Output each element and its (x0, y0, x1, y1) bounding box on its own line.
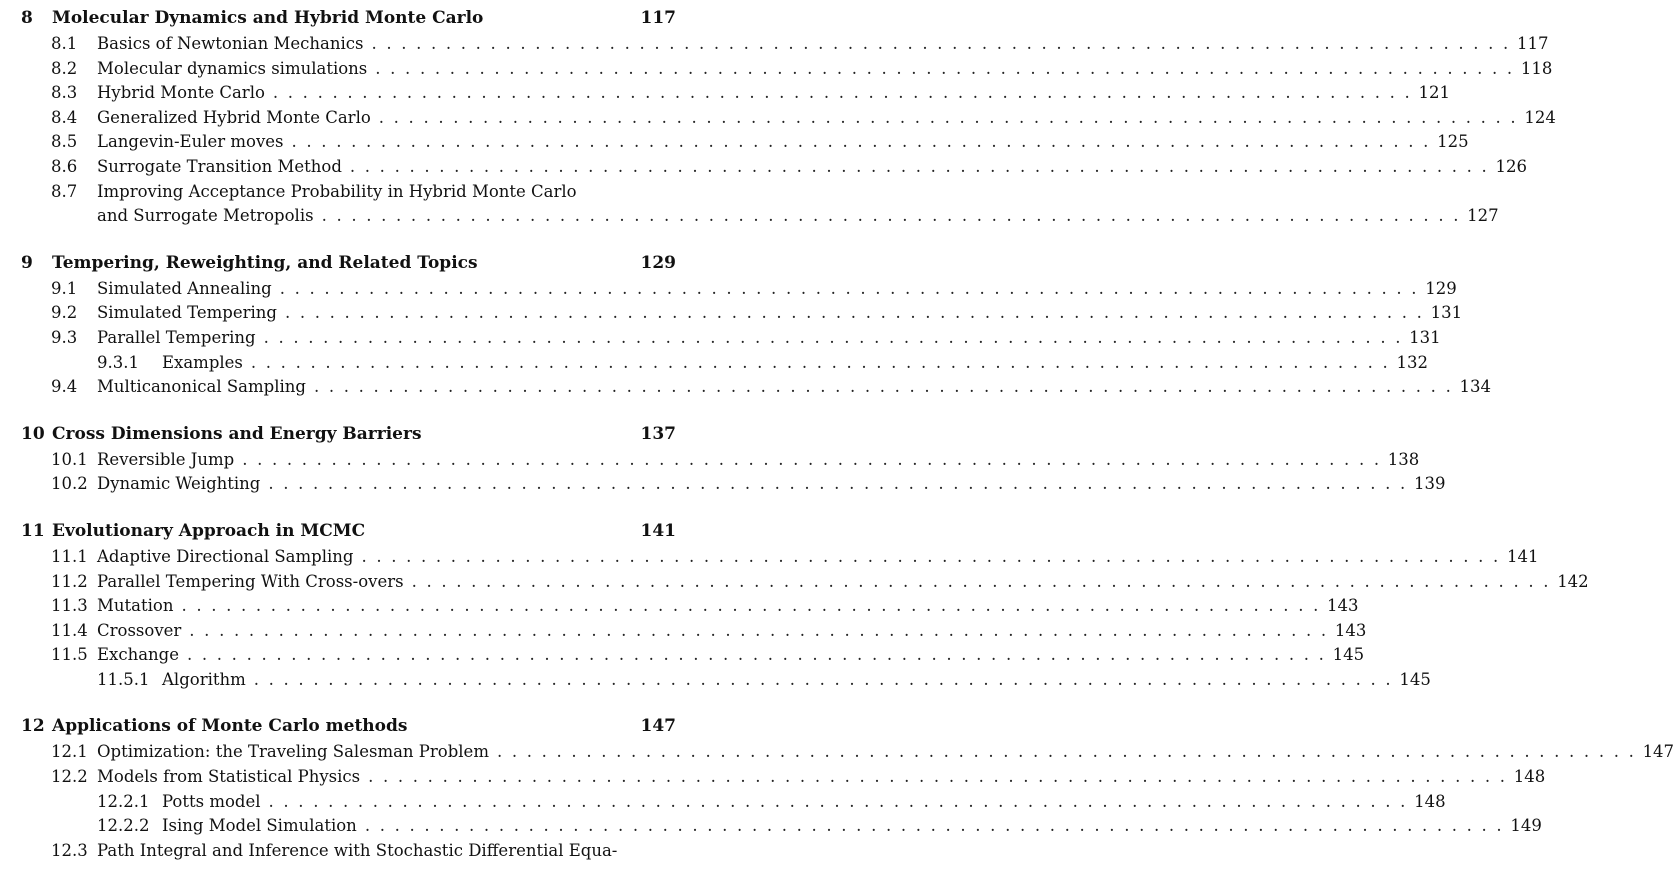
section-page-number: 124 (1524, 107, 1556, 127)
section-title: Surrogate Transition Method (97, 156, 342, 176)
section-number: 11.1 (51, 546, 88, 566)
section-number: 8.2 (51, 58, 78, 78)
dot-leader (268, 472, 1407, 497)
toc-entry[interactable] (21, 130, 1469, 155)
section-number: 12.1 (51, 742, 88, 762)
toc-entry[interactable] (21, 180, 676, 205)
section-number: 9.1 (51, 278, 78, 298)
section-number: 8.6 (51, 156, 78, 176)
dot-leader (242, 448, 1381, 473)
section-page-number: 125 (1437, 132, 1469, 152)
dot-leader (361, 545, 1500, 570)
section-title: Parallel Tempering (97, 327, 256, 347)
dot-leader (285, 301, 1424, 326)
chapter-number: 10 (21, 423, 45, 444)
section-number: 11.5 (51, 645, 88, 665)
chapter-heading[interactable] (21, 420, 676, 448)
section-number: 9.4 (51, 377, 78, 397)
toc-entry[interactable] (21, 277, 1457, 302)
chapter-page-number: 147 (640, 716, 676, 737)
table-of-contents (21, 4, 1674, 883)
chapter-title: Applications of Monte Carlo methods (52, 716, 408, 737)
section-number: 10.2 (51, 474, 88, 494)
chapter-number: 9 (21, 252, 33, 273)
section-number: 9.3 (51, 327, 78, 347)
section-title: Models from Statistical Physics (97, 767, 361, 787)
section-page-number: 138 (1387, 449, 1420, 469)
section-title: Path Integral and Inference with Stochastic Differential Equa- (97, 840, 618, 860)
section-number: 8.1 (51, 34, 78, 53)
section-number: 12.3 (51, 840, 88, 860)
chapter-10 (21, 420, 1446, 497)
toc-entry[interactable] (21, 643, 1365, 668)
section-page-number: 139 (1413, 474, 1446, 494)
subsection-title: Potts model (162, 791, 261, 811)
section-title: Reversible Jump (97, 449, 235, 469)
toc-subentry[interactable] (21, 351, 1428, 376)
section-title: Simulated Tempering (97, 303, 277, 323)
section-page-number: 131 (1409, 327, 1441, 347)
toc-entry[interactable] (21, 326, 1441, 351)
section-number: 11.4 (51, 620, 88, 640)
section-number: 8.5 (51, 132, 78, 152)
dot-leader (251, 351, 1390, 376)
section-number: 12.2 (51, 767, 88, 787)
toc-entry[interactable] (21, 472, 1446, 497)
section-page-number: 121 (1418, 83, 1450, 103)
toc-entry[interactable] (21, 740, 1674, 765)
chapter-number: 8 (21, 8, 33, 28)
chapter-heading[interactable] (21, 4, 676, 32)
toc-entry[interactable] (21, 375, 1492, 400)
toc-entry[interactable] (21, 570, 1589, 595)
chapter-9 (21, 249, 1492, 400)
toc-entry[interactable] (21, 839, 676, 864)
toc-entry[interactable] (21, 448, 1420, 473)
chapter-11 (21, 517, 1589, 693)
chapter-number: 12 (21, 716, 45, 737)
chapter-number: 11 (21, 520, 45, 541)
chapter-title: Tempering, Reweighting, and Related Topics (52, 252, 478, 273)
section-page-number: 147 (1642, 742, 1674, 762)
dot-leader (189, 619, 1328, 644)
dot-leader (264, 326, 1403, 351)
chapter-title: Cross Dimensions and Energy Barriers (52, 423, 422, 444)
toc-entry[interactable] (21, 155, 1527, 180)
section-page-number: 134 (1459, 377, 1492, 397)
section-page-number: 143 (1334, 620, 1367, 640)
section-title: Mutation (97, 596, 174, 616)
subsection-title: Algorithm (162, 669, 246, 689)
subsection-title: Ising Model Simulation (162, 816, 357, 836)
section-title: Hybrid Monte Carlo (97, 83, 265, 103)
section-number: 8.7 (51, 181, 78, 201)
section-title: Basics of Newtonian Mechanics (97, 34, 364, 53)
toc-entry[interactable] (21, 32, 1549, 57)
section-page-number: 145 (1332, 645, 1365, 665)
toc-entry[interactable] (21, 594, 1359, 619)
section-title: Simulated Annealing (97, 278, 272, 298)
dot-leader (273, 81, 1412, 106)
dot-leader (254, 668, 1393, 693)
chapter-12 (21, 712, 1674, 863)
chapter-heading[interactable] (21, 517, 676, 545)
section-number: 8.3 (51, 83, 78, 103)
subsection-page-number: 149 (1510, 816, 1542, 836)
section-title: Molecular dynamics simulations (97, 58, 368, 78)
section-page-number: 127 (1467, 206, 1499, 226)
toc-entry[interactable] (21, 106, 1556, 131)
toc-entry[interactable] (21, 57, 1553, 82)
chapter-title: Molecular Dynamics and Hybrid Monte Carlo (52, 8, 484, 28)
toc-entry-continuation[interactable] (21, 204, 1499, 229)
dot-leader (365, 814, 1504, 839)
section-title: Generalized Hybrid Monte Carlo (97, 107, 371, 127)
toc-subentry[interactable] (21, 790, 1446, 815)
section-page-number: 118 (1520, 58, 1553, 78)
section-page-number: 131 (1430, 303, 1463, 323)
subsection-page-number: 148 (1414, 791, 1446, 811)
section-number: 10.1 (51, 449, 88, 469)
dot-leader (371, 32, 1510, 57)
dot-leader (412, 570, 1551, 595)
section-title: Multicanonical Sampling (97, 377, 306, 397)
chapter-page-number: 137 (640, 423, 676, 444)
chapter-page-number: 129 (640, 252, 676, 273)
dot-leader (314, 375, 1453, 400)
toc-subentry[interactable] (21, 814, 1542, 839)
section-title: Optimization: the Traveling Salesman Problem (97, 742, 489, 762)
toc-entry[interactable] (21, 545, 1539, 570)
section-page-number: 141 (1507, 546, 1539, 566)
section-page-number: 148 (1513, 767, 1546, 787)
section-title: Crossover (97, 620, 182, 640)
chapter-heading[interactable] (21, 712, 676, 740)
section-page-number: 117 (1517, 34, 1549, 53)
toc-subentry[interactable] (21, 668, 1431, 693)
dot-leader (292, 130, 1431, 155)
subsection-number: 11.5.1 (97, 669, 150, 689)
section-title: Parallel Tempering With Cross-overs (97, 571, 404, 591)
toc-entry[interactable] (21, 301, 1463, 326)
chapter-title: Evolutionary Approach in MCMC (52, 520, 366, 541)
chapter-heading[interactable] (21, 249, 676, 277)
section-title: Improving Acceptance Probability in Hybrid Monte Carlo (97, 181, 577, 201)
section-title: Dynamic Weighting (97, 474, 261, 494)
section-number: 11.2 (51, 571, 88, 591)
dot-leader (379, 106, 1518, 131)
section-number: 8.4 (51, 107, 78, 127)
dot-leader (350, 155, 1489, 180)
subsection-page-number: 132 (1396, 352, 1428, 372)
section-title: Exchange (97, 645, 180, 665)
section-page-number: 142 (1557, 571, 1589, 591)
subsection-number: 9.3.1 (97, 352, 139, 372)
section-page-number: 129 (1425, 278, 1457, 298)
dot-leader (181, 594, 1320, 619)
toc-entry[interactable] (21, 765, 1546, 790)
dot-leader (269, 790, 1408, 815)
dot-leader (497, 740, 1636, 765)
section-page-number: 126 (1495, 156, 1527, 176)
toc-entry[interactable] (21, 81, 1450, 106)
chapter-8 (21, 4, 1556, 229)
section-title: Langevin-Euler moves (97, 132, 284, 152)
dot-leader (375, 57, 1514, 82)
section-number: 9.2 (51, 303, 78, 323)
subsection-number: 12.2.2 (97, 816, 150, 836)
section-page-number: 143 (1327, 596, 1359, 616)
chapter-page-number: 117 (640, 8, 676, 28)
section-title: Adaptive Directional Sampling (97, 546, 354, 566)
chapter-page-number: 141 (640, 520, 676, 541)
subsection-title: Examples (162, 352, 243, 372)
toc-entry[interactable] (21, 619, 1367, 644)
dot-leader (280, 277, 1419, 302)
dot-leader (322, 204, 1461, 229)
subsection-number: 12.2.1 (97, 791, 150, 811)
subsection-page-number: 145 (1399, 669, 1431, 689)
section-title-continuation: and Surrogate Metropolis (97, 206, 314, 226)
dot-leader (187, 643, 1326, 668)
section-number: 11.3 (51, 596, 88, 616)
dot-leader (368, 765, 1507, 790)
